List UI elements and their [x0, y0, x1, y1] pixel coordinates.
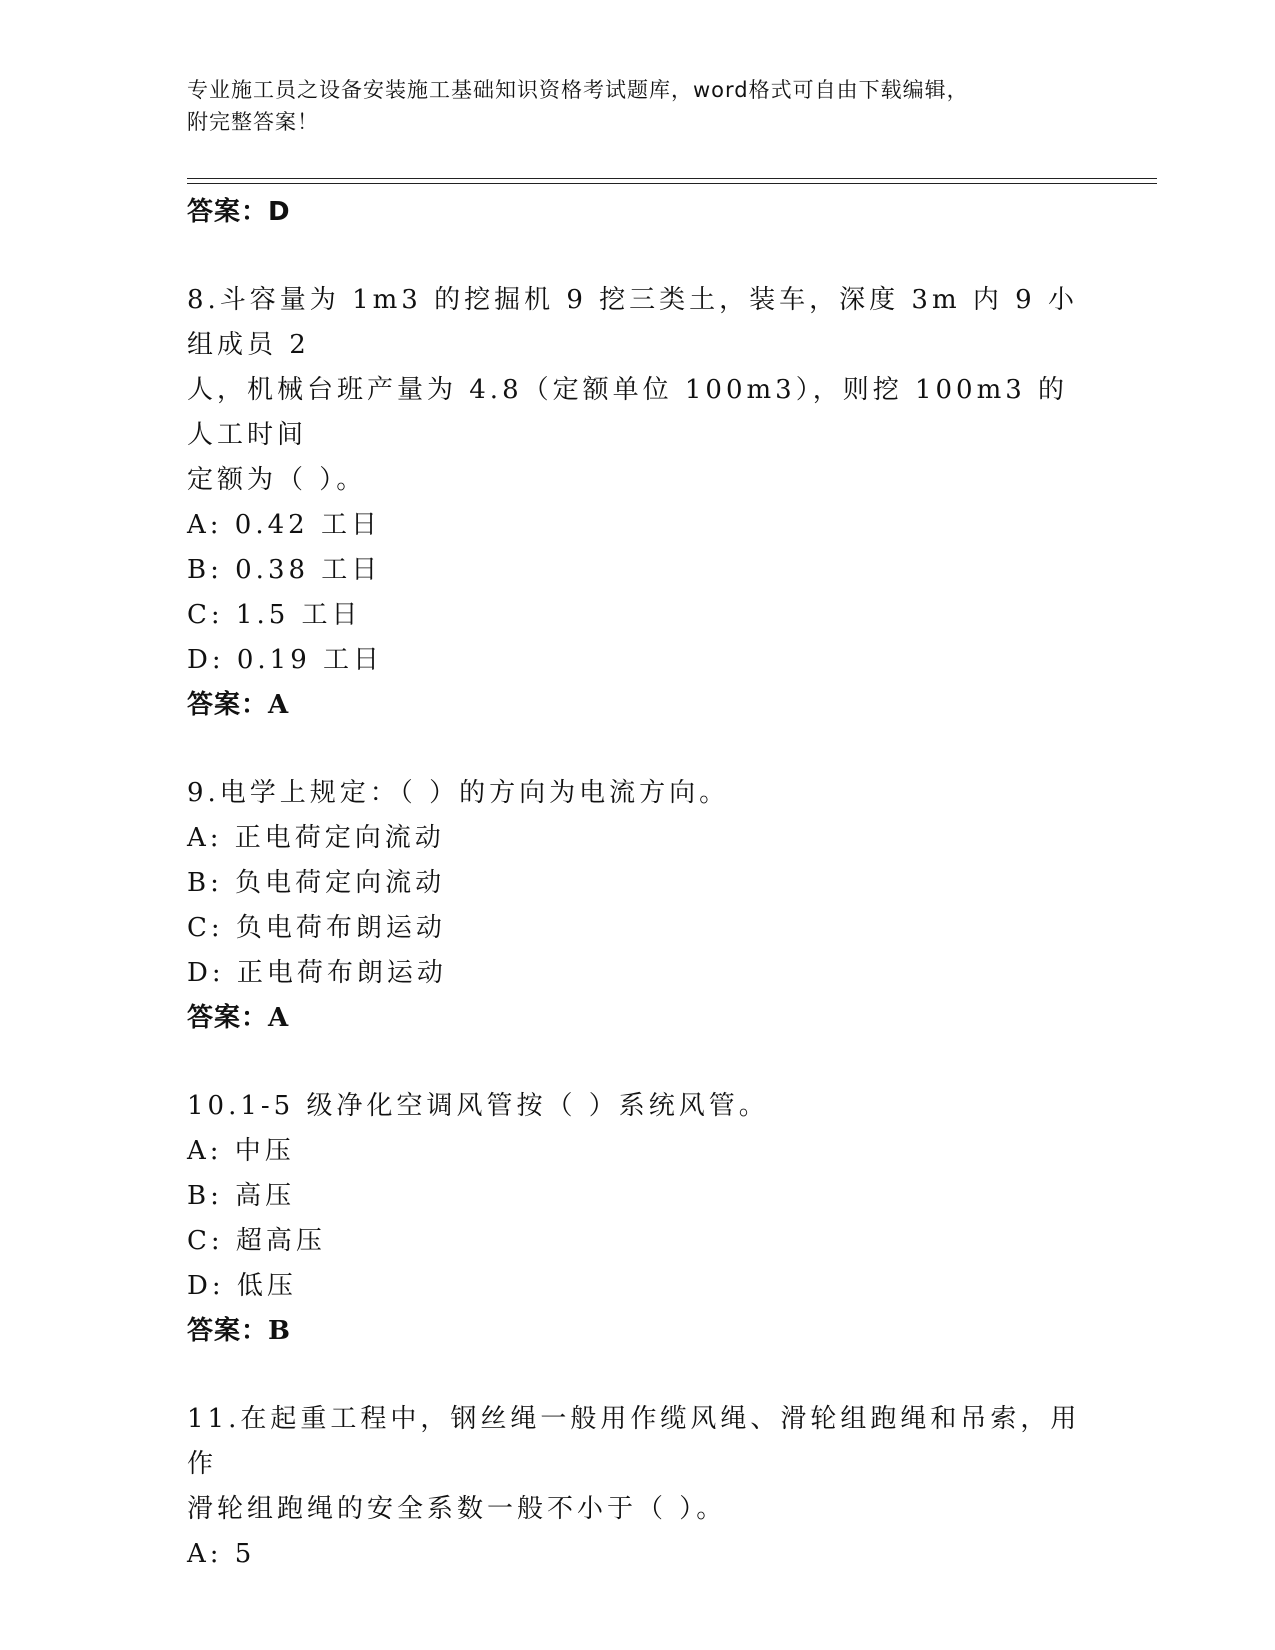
answer-label: 答案：D	[187, 197, 291, 227]
question-line: 滑轮组跑绳的安全系数一般不小于（ ）。	[187, 1494, 727, 1524]
option-d: D: 低压	[187, 1271, 297, 1301]
question-list	[187, 190, 1087, 1577]
option-c: C: 负电荷布朗运动	[187, 913, 446, 943]
header-rule-top	[187, 178, 1157, 179]
option-d: D: 正电荷布朗运动	[187, 958, 447, 988]
option-b: B: 负电荷定向流动	[187, 868, 446, 898]
option-a: A: 0.42 工日	[187, 510, 381, 540]
question-text	[187, 1084, 1087, 1129]
option-a: A: 正电荷定向流动	[187, 823, 445, 853]
option-a: A: 5	[187, 1539, 256, 1569]
option-d: D: 0.19 工日	[187, 645, 384, 675]
question-line: 11.在起重工程中，钢丝绳一般用作缆风绳、滑轮组跑绳和吊索，用作	[187, 1404, 1081, 1479]
question-line: 8.斗容量为 1m3 的挖掘机 9 挖三类土，装车，深度 3m 内 9 小组成员 2	[187, 285, 1078, 360]
question-line: 人，机械台班产量为 4.8（定额单位 100m3），则挖 100m3 的人工时间	[187, 375, 1069, 450]
question-10	[187, 1084, 1087, 1353]
option-c: C: 1.5 工日	[187, 600, 362, 630]
question-9	[187, 771, 1087, 1040]
document-header	[187, 74, 1067, 138]
question-8	[187, 278, 1087, 727]
question-text	[187, 278, 1087, 503]
header-line-1: 专业施工员之设备安装施工基础知识资格考试题库，word格式可自由下载编辑，	[187, 78, 969, 102]
question-11	[187, 1397, 1087, 1577]
header-line-2: 附完整答案！	[187, 110, 319, 134]
header-rule-bottom	[187, 183, 1157, 184]
option-c: C: 超高压	[187, 1226, 326, 1256]
option-a: A: 中压	[187, 1136, 295, 1166]
option-b: B: 高压	[187, 1181, 296, 1211]
question-text	[187, 771, 1087, 816]
answer-label: 答案：A	[187, 1003, 290, 1033]
question-line: 10.1-5 级净化空调风管按（ ）系统风管。	[187, 1091, 769, 1121]
answer-label: 答案：A	[187, 690, 290, 720]
answer-label: 答案：B	[187, 1316, 291, 1346]
question-line: 9.电学上规定：（ ）的方向为电流方向。	[187, 778, 730, 808]
question-text	[187, 1397, 1087, 1532]
question-line: 定额为（ ）。	[187, 465, 367, 495]
option-b: B: 0.38 工日	[187, 555, 382, 585]
